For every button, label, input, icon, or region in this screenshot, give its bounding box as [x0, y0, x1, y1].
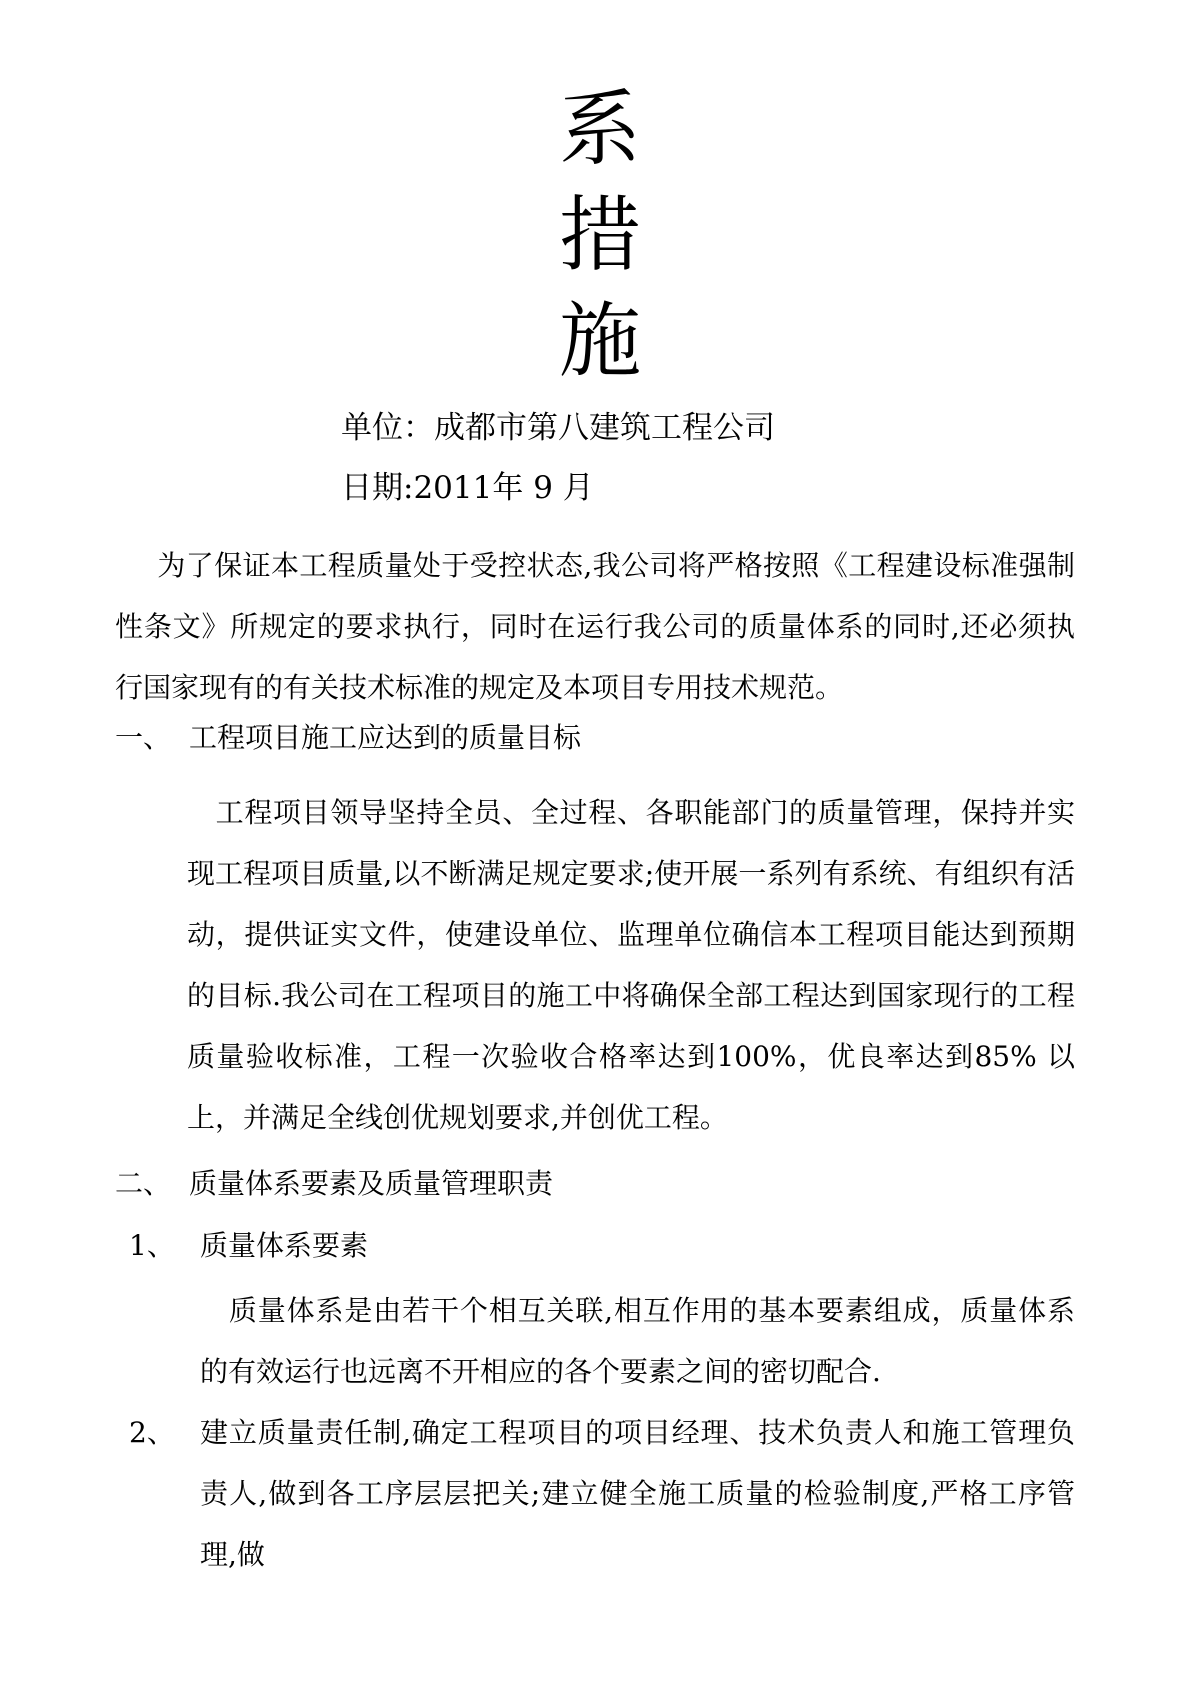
- item-1-paragraph: [200, 1280, 1075, 1402]
- item-2-body: 建立质量责任制,确定工程项目的项目经理、技术负责人和施工管理负责人,做到各工序层层把关;建立健全施工质量的检验制度,严格工序管理,做: [200, 1416, 1075, 1571]
- section-2-title: 质量体系要素及质量管理职责: [189, 1167, 554, 1200]
- item-1-body: 质量体系是由若干个相互关联,相互作用的基本要素组成，质量体系的有效运行也远离不开相应的各个要素之间的密切配合.: [200, 1294, 1075, 1388]
- section-1-number: 一、: [115, 721, 172, 754]
- intro-paragraph: [115, 535, 1075, 718]
- title-char-2: 措: [558, 188, 641, 283]
- section-1-paragraph: [187, 782, 1075, 1148]
- section-2-heading: [115, 1164, 553, 1204]
- section-2-number: 二、: [115, 1167, 172, 1200]
- item-1-number: 1、: [129, 1229, 175, 1262]
- section-1-body: 工程项目领导坚持全员、全过程、各职能部门的质量管理，保持并实现工程项目质量,以不断满足规定要求;使开展一系列有系统、有组织有活动，提供证实文件，使建设单位、监理单位确信本工程项目能达到预期的目标.我公司在工程项目的施工中将确保全部工程达到国家现行的工程质量验收标准，工程一次验收合格率达到100%，优良率达到85% 以上，并满足全线创优规划要求,并创优工程。: [187, 796, 1075, 1134]
- unit-line: 单位：成都市第八建筑工程公司: [341, 410, 775, 446]
- item-1-title: 质量体系要素: [200, 1229, 369, 1262]
- item-1-heading: [129, 1226, 368, 1266]
- title-char-3: 施: [558, 294, 641, 389]
- section-1-title: 工程项目施工应达到的质量目标: [189, 721, 582, 754]
- item-2-number: 2、: [129, 1416, 175, 1449]
- section-1-heading: [115, 718, 581, 758]
- date-line: 日期:2011年 9 月: [341, 470, 594, 506]
- title-char-1: 系: [558, 82, 641, 177]
- intro-text: 为了保证本工程质量处于受控状态,我公司将严格按照《工程建设标准强制性条文》所规定的要求执行，同时在运行我公司的质量体系的同时,还必须执行国家现有的有关技术标准的规定及本项目专用技术规范。: [115, 549, 1075, 704]
